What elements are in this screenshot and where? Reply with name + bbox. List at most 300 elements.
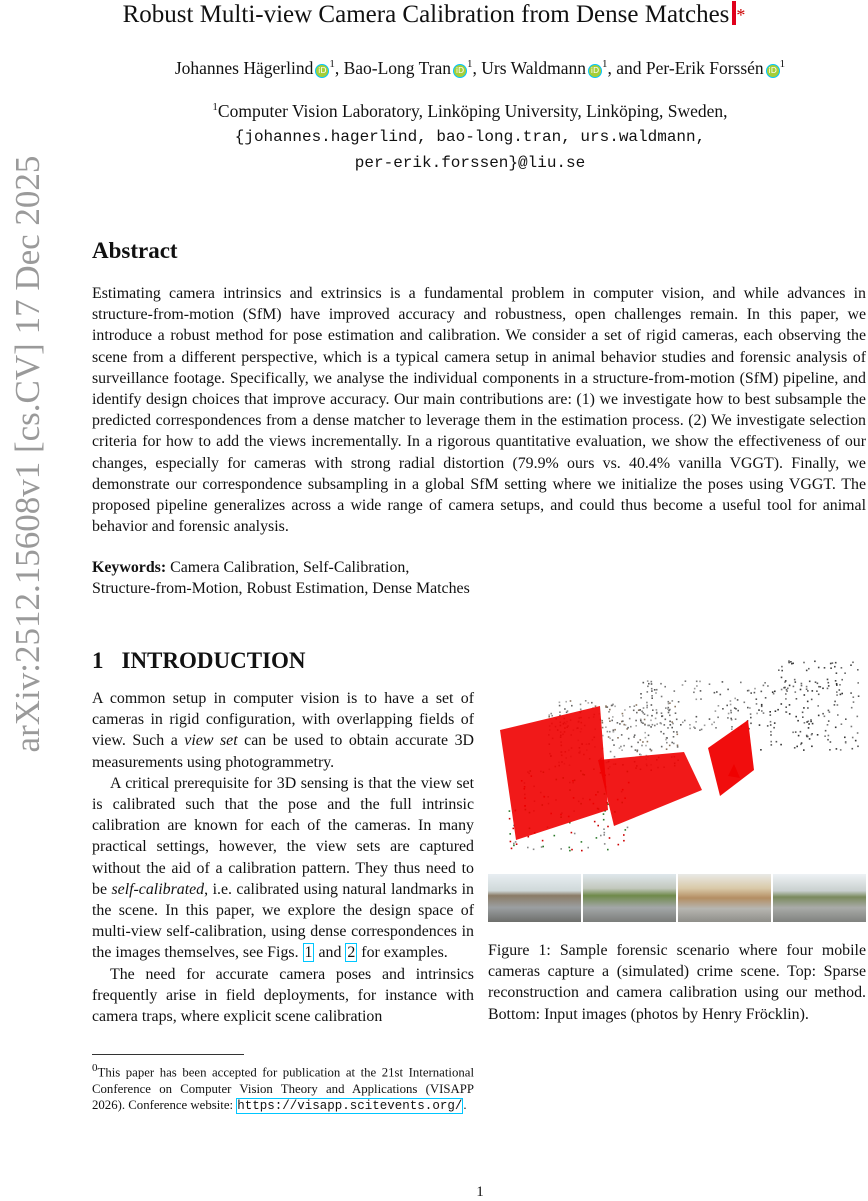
- point: [571, 832, 573, 834]
- point: [825, 730, 827, 732]
- point: [747, 707, 749, 709]
- point: [548, 714, 550, 716]
- point: [717, 717, 719, 719]
- point: [656, 689, 658, 691]
- point: [785, 706, 787, 708]
- point: [774, 722, 776, 724]
- point: [801, 685, 803, 687]
- point: [611, 720, 613, 722]
- point: [571, 705, 573, 707]
- point: [845, 718, 847, 720]
- point: [668, 712, 670, 714]
- point: [857, 732, 859, 734]
- point: [789, 685, 791, 687]
- point: [845, 742, 847, 744]
- author-affil-sup: 1: [602, 58, 608, 70]
- author-name: Per-Erik Forssén: [645, 57, 764, 78]
- point: [682, 722, 684, 724]
- point: [649, 749, 651, 751]
- point: [816, 690, 818, 692]
- point: [651, 697, 653, 699]
- author-affil-sup: 1: [779, 58, 786, 70]
- point: [841, 667, 843, 669]
- point: [832, 662, 834, 664]
- point: [647, 686, 649, 688]
- point: [806, 735, 808, 737]
- point: [647, 725, 649, 727]
- point: [827, 679, 829, 681]
- point: [574, 833, 576, 835]
- input-photo-3: [678, 874, 771, 922]
- point: [608, 711, 610, 713]
- point: [785, 698, 787, 700]
- point: [734, 698, 736, 700]
- point: [661, 716, 663, 718]
- point: [800, 689, 802, 691]
- point: [636, 712, 638, 714]
- point: [765, 697, 767, 699]
- point: [607, 849, 609, 851]
- point: [609, 731, 611, 733]
- point: [815, 681, 817, 683]
- point: [622, 713, 624, 715]
- point: [788, 660, 790, 662]
- point: [651, 690, 653, 692]
- point: [571, 849, 573, 851]
- point: [564, 708, 566, 710]
- point: [603, 819, 605, 821]
- conference-link[interactable]: https://visapp.scitevents.org/: [237, 1099, 463, 1114]
- point: [608, 736, 610, 738]
- point: [630, 726, 632, 728]
- point: [794, 747, 796, 749]
- point: [648, 683, 650, 685]
- point: [588, 702, 590, 704]
- point: [608, 718, 610, 720]
- point: [830, 663, 832, 665]
- point: [689, 724, 691, 726]
- point: [818, 686, 820, 688]
- point: [857, 746, 859, 748]
- point: [737, 710, 739, 712]
- point: [772, 691, 774, 693]
- point: [548, 716, 550, 718]
- point: [651, 695, 653, 697]
- point: [651, 704, 653, 706]
- point: [744, 702, 746, 704]
- point: [788, 662, 790, 664]
- point: [840, 749, 842, 751]
- footnote-rule: [92, 1054, 244, 1055]
- point: [645, 737, 647, 739]
- affiliation: [90, 94, 850, 176]
- point: [669, 709, 671, 711]
- point: [750, 723, 752, 725]
- point: [677, 745, 679, 747]
- point: [810, 719, 812, 721]
- point: [750, 692, 752, 694]
- point: [603, 813, 605, 815]
- point: [668, 703, 670, 705]
- point: [770, 734, 772, 736]
- point: [781, 689, 783, 691]
- point: [635, 720, 637, 722]
- point: [565, 701, 567, 703]
- point: [643, 707, 645, 709]
- point: [835, 662, 837, 664]
- point: [596, 837, 598, 839]
- point: [661, 746, 663, 748]
- point: [770, 714, 772, 716]
- point: [824, 735, 826, 737]
- point: [839, 684, 841, 686]
- text-run: can be used to obtain accurate 3D measurements using photogrammetry.: [92, 732, 475, 771]
- point: [629, 718, 631, 720]
- point: [661, 712, 663, 714]
- point: [656, 709, 658, 711]
- point: [835, 727, 837, 729]
- point: [671, 742, 673, 744]
- text-run: A common setup in computer vision is to have a set of cameras in rigid configuration, with overlapping fields of view. Such a: [92, 690, 474, 750]
- point: [667, 708, 669, 710]
- point: [695, 721, 697, 723]
- point: [627, 827, 629, 829]
- point: [625, 829, 627, 831]
- point: [633, 710, 635, 712]
- point: [551, 715, 553, 717]
- point: [604, 843, 606, 845]
- point: [644, 713, 646, 715]
- point: [619, 747, 621, 749]
- point: [677, 746, 679, 748]
- title-mark: *: [736, 5, 746, 25]
- point: [727, 689, 729, 691]
- point: [585, 700, 587, 702]
- point: [763, 712, 765, 714]
- point: [510, 841, 512, 843]
- point: [621, 734, 623, 736]
- point: [665, 719, 667, 721]
- point: [665, 739, 667, 741]
- point: [600, 835, 602, 837]
- author-name: Urs Waldmann: [481, 57, 586, 78]
- point: [730, 700, 732, 702]
- orcid-icon[interactable]: iD: [453, 64, 467, 78]
- author-name: Bao-Long Tran: [343, 57, 452, 78]
- point: [569, 847, 571, 849]
- author-affil-sup: 1: [329, 58, 335, 70]
- keywords: [92, 557, 474, 599]
- point: [648, 735, 650, 737]
- point: [801, 683, 803, 685]
- point: [852, 737, 854, 739]
- point: [652, 724, 654, 726]
- point: [789, 704, 791, 706]
- intro-paragraph-3: The need for accurate camera poses and intrinsics frequently arise in field deployments, for instance with camera traps, where explicit scene calibration: [92, 965, 474, 1026]
- point: [777, 709, 779, 711]
- point: [767, 685, 769, 687]
- point: [635, 749, 637, 751]
- point: [814, 661, 816, 663]
- author-name: Johannes Hägerlind: [174, 57, 314, 78]
- point: [857, 682, 859, 684]
- point: [513, 843, 515, 845]
- point: [610, 751, 612, 753]
- point: [812, 690, 814, 692]
- point: [655, 718, 657, 720]
- point: [798, 735, 800, 737]
- point: [796, 746, 798, 748]
- point: [621, 749, 623, 751]
- point: [646, 707, 648, 709]
- text-run: , i.e. calibrated using natural landmarks in the scene. In this paper, we explore the design space of multi-view self-calibration, using dense correspondences in the images themselves, see Figs.: [92, 880, 474, 962]
- point: [835, 680, 837, 682]
- figure-ref-link[interactable]: 2: [347, 944, 356, 962]
- point: [807, 707, 809, 709]
- point: [828, 735, 830, 737]
- point: [633, 736, 635, 738]
- point: [541, 846, 543, 848]
- point: [834, 701, 836, 703]
- point: [720, 694, 722, 696]
- point: [668, 701, 670, 703]
- point: [676, 719, 678, 721]
- orcid-icon[interactable]: iD: [315, 64, 329, 78]
- point: [669, 702, 671, 704]
- point: [677, 734, 679, 736]
- point: [622, 720, 624, 722]
- point: [829, 711, 831, 713]
- point: [730, 710, 732, 712]
- point: [818, 715, 820, 717]
- text-run: for examples.: [357, 944, 448, 962]
- point: [613, 744, 615, 746]
- point: [618, 844, 620, 846]
- point: [603, 828, 605, 830]
- point: [844, 672, 846, 674]
- point: [660, 723, 662, 725]
- point: [754, 688, 756, 690]
- point: [644, 724, 646, 726]
- point: [613, 729, 615, 731]
- point: [684, 720, 686, 722]
- point: [735, 718, 737, 720]
- author-affil-sup: 1: [467, 58, 473, 70]
- point: [790, 661, 792, 663]
- camera-frustum-3: [708, 720, 754, 796]
- point: [808, 723, 810, 725]
- input-photo-1: [488, 874, 581, 922]
- point: [636, 751, 638, 753]
- point: [850, 664, 852, 666]
- point: [609, 738, 611, 740]
- point: [806, 686, 808, 688]
- point: [812, 723, 814, 725]
- point: [806, 688, 808, 690]
- point: [595, 705, 597, 707]
- point: [822, 688, 824, 690]
- point: [640, 754, 642, 756]
- point: [778, 669, 780, 671]
- point: [851, 707, 853, 709]
- camera-frustum-1: [500, 706, 608, 840]
- point: [656, 723, 658, 725]
- point: [674, 706, 676, 708]
- point: [655, 692, 657, 694]
- point: [817, 683, 819, 685]
- point: [853, 696, 855, 698]
- point: [804, 722, 806, 724]
- point: [567, 710, 569, 712]
- point: [780, 744, 782, 746]
- orcid-icon[interactable]: iD: [766, 64, 780, 78]
- point: [769, 711, 771, 713]
- point: [828, 710, 830, 712]
- point: [709, 718, 711, 720]
- point: [795, 716, 797, 718]
- point: [605, 705, 607, 707]
- point: [797, 720, 799, 722]
- point: [689, 728, 691, 730]
- point: [811, 734, 813, 736]
- point: [841, 679, 843, 681]
- point: [622, 715, 624, 717]
- point: [669, 745, 671, 747]
- point: [841, 693, 843, 695]
- point: [696, 699, 698, 701]
- point: [800, 731, 802, 733]
- point: [761, 710, 763, 712]
- point: [515, 841, 517, 843]
- point: [663, 733, 665, 735]
- point: [644, 719, 646, 721]
- point: [612, 739, 614, 741]
- point: [674, 690, 676, 692]
- point: [763, 685, 765, 687]
- point: [794, 679, 796, 681]
- point: [795, 731, 797, 733]
- point: [642, 722, 644, 724]
- text-run: and: [314, 944, 346, 962]
- point: [696, 681, 698, 683]
- text-emphasis: self-calibrated: [111, 880, 205, 898]
- point: [645, 745, 647, 747]
- point: [817, 705, 819, 707]
- figure-ref-link[interactable]: 1: [304, 944, 313, 962]
- point: [646, 702, 648, 704]
- point: [641, 711, 643, 713]
- point: [614, 729, 616, 731]
- point: [776, 741, 778, 743]
- point: [550, 713, 552, 715]
- point: [513, 845, 515, 847]
- point: [858, 695, 860, 697]
- section-heading: [92, 648, 306, 674]
- point: [728, 713, 730, 715]
- point: [513, 828, 515, 830]
- point: [793, 686, 795, 688]
- point: [785, 711, 787, 713]
- point: [664, 724, 666, 726]
- point: [818, 667, 820, 669]
- point: [750, 713, 752, 715]
- point: [580, 709, 582, 711]
- point: [731, 719, 733, 721]
- point: [594, 821, 596, 823]
- footnote-sup: 0: [92, 1062, 98, 1074]
- point: [781, 666, 783, 668]
- point: [660, 731, 662, 733]
- point: [640, 697, 642, 699]
- point: [693, 692, 695, 694]
- point: [656, 713, 658, 715]
- point: [667, 727, 669, 729]
- figure-reconstruction: [488, 660, 866, 870]
- point: [807, 701, 809, 703]
- point: [640, 720, 642, 722]
- point: [853, 701, 855, 703]
- point: [808, 727, 810, 729]
- point: [810, 721, 812, 723]
- point: [767, 725, 769, 727]
- point: [771, 744, 773, 746]
- point: [809, 738, 811, 740]
- point: [511, 848, 513, 850]
- point: [587, 847, 589, 849]
- point: [749, 707, 751, 709]
- point: [785, 693, 787, 695]
- point: [647, 691, 649, 693]
- point: [569, 850, 571, 852]
- point: [542, 840, 544, 842]
- point: [673, 743, 675, 745]
- point: [673, 731, 675, 733]
- point: [597, 825, 599, 827]
- keywords-label: Keywords:: [92, 559, 167, 576]
- point: [857, 716, 859, 718]
- point: [727, 717, 729, 719]
- point: [607, 826, 609, 828]
- point: [803, 662, 805, 664]
- point: [640, 693, 642, 695]
- point: [676, 731, 678, 733]
- point: [627, 727, 629, 729]
- point: [614, 706, 616, 708]
- author-separator: ,: [472, 57, 482, 78]
- point: [811, 746, 813, 748]
- point: [542, 846, 544, 848]
- point: [828, 685, 830, 687]
- point: [806, 721, 808, 723]
- point: [789, 713, 791, 715]
- point: [651, 715, 653, 717]
- point: [761, 691, 763, 693]
- point: [808, 668, 810, 670]
- point: [680, 724, 682, 726]
- point: [619, 723, 621, 725]
- point: [603, 834, 605, 836]
- point: [694, 688, 696, 690]
- point: [807, 690, 809, 692]
- orcid-icon[interactable]: iD: [588, 64, 602, 78]
- point: [764, 682, 766, 684]
- point: [818, 694, 820, 696]
- arxiv-stamp: arXiv:2512.15608v1 [cs.CV] 17 Dec 2025: [8, 155, 47, 753]
- keywords-text: Camera Calibration, Self-Calibration, Structure-from-Motion, Robust Estimation, Dense Matches: [92, 559, 470, 598]
- point: [671, 727, 673, 729]
- point: [570, 700, 572, 702]
- point: [774, 691, 776, 693]
